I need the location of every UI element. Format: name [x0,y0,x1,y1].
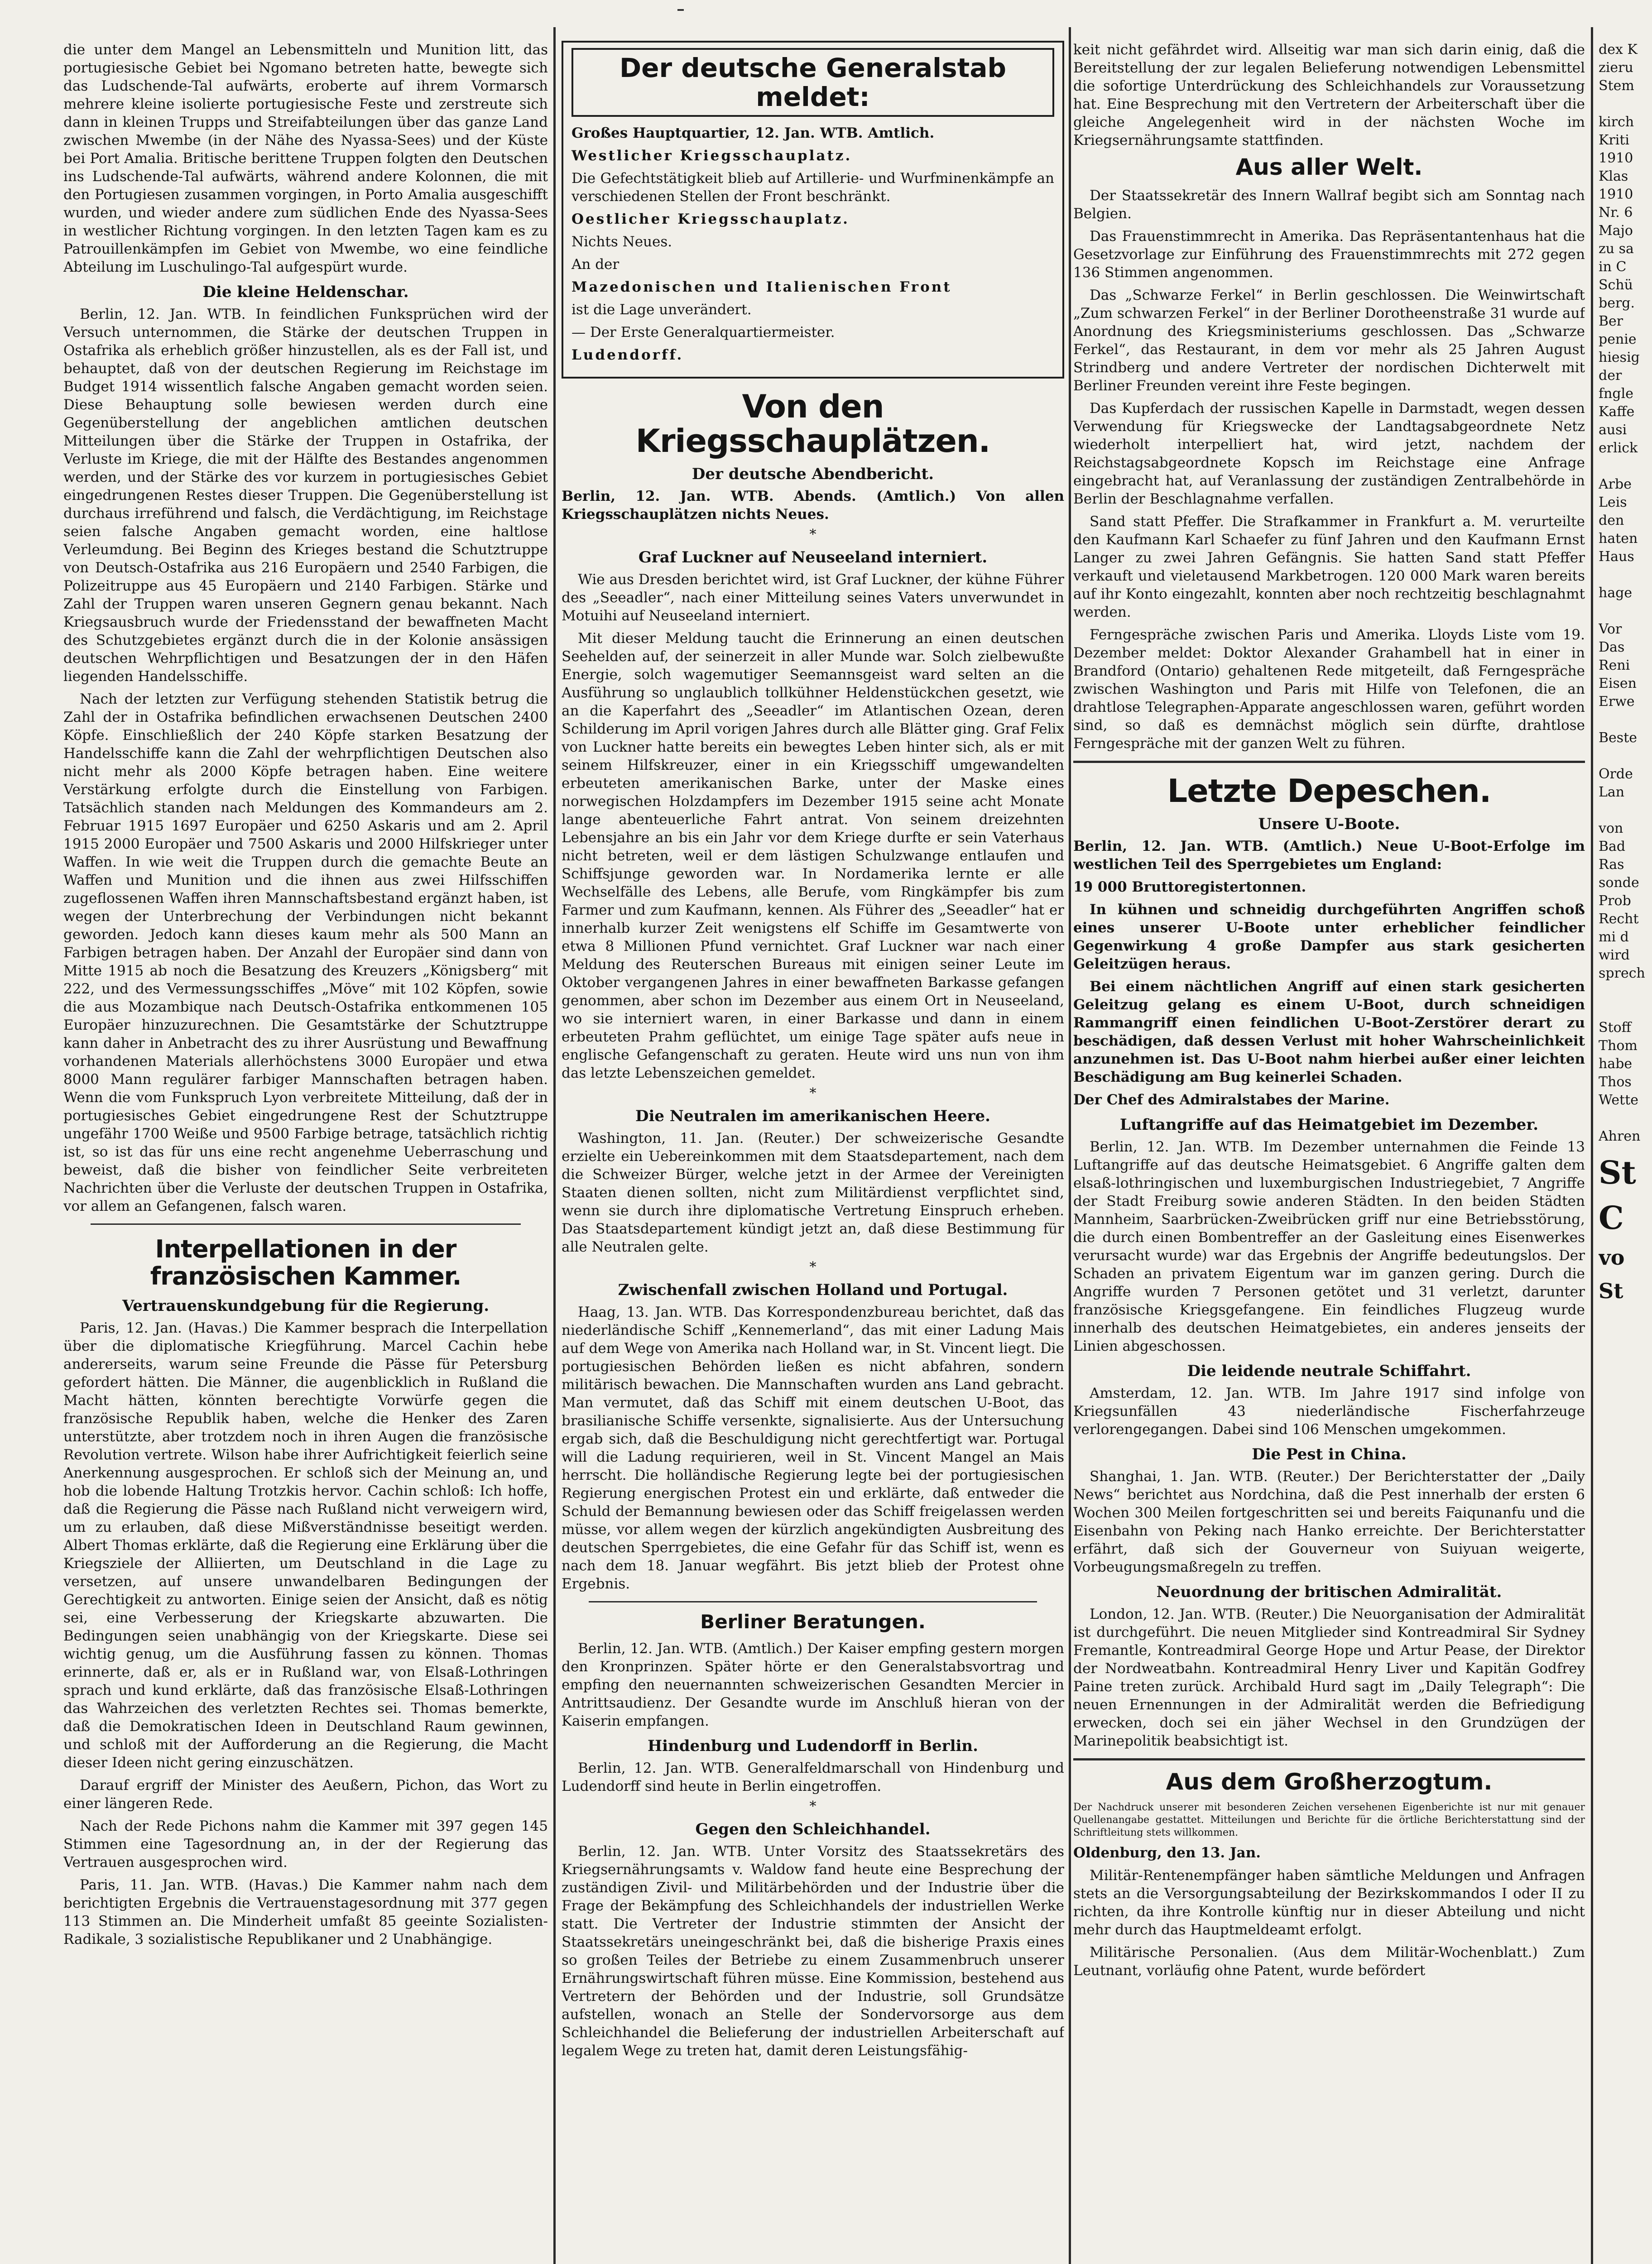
paragraph: Paris, 11. Jan. WTB. (Havas.) Die Kammer nahm nach dem berichtigten Ergebnis die Vertrauenstagesordnung mit 377 gegen 113 Stimmen an. Die Minderheit umfaßt 85 geeinte Sozialisten-Radikale, 3 sozialistische Republikaner und 2 Unabhängige. [63,1877,548,1947]
cropped-line: Lan [1599,784,1625,800]
paragraph: Sand statt Pfeffer. Die Strafkammer in Frankfurt a. M. verurteilte den Kaufmann Karl Schaefer zu fünf Jahren und den Kaufmann Ernst Langer zu zwei Jahren Gefängnis. Sie hatten Sand statt Pfeffer verkauft und vieletausend Markbetrogen. 120 000 Mark waren bereits auf ihr Konto eingezahlt, konnten aber noch rechtzeitig beschlagnahmt werden. [1073,513,1585,620]
cropped-line: Stem [1599,78,1634,94]
box-mac-1: An der [571,256,620,273]
paragraph: In kühnen und schneidig durchgeführten Angriffen schoß eines unserer U-Boote unter erheblicher feindlicher Gegenwirkung 4 große Dampfer aus stark gesicherten Geleitzügen heraus. [1073,902,1585,972]
headline-luckner: Graf Luckner auf Neuseeland interniert. [638,548,988,566]
paragraph: keit nicht gefährdet wird. Allseitig war man sich darin einig, daß die Bereitstellung der zur legalen Belieferung notwendigen Lebensmittel die sofortige Unterdrückung des Schleichhandels zur Voraussetzung hat. Eine Besprechung mit den Vertretern der Arbeiterschaft über die gleiche Angelegenheit wird in der nächsten Woche im Kriegsernährungsamte stattfinden. [1073,42,1585,149]
cropped-line: erlick [1599,440,1638,456]
cropped-line: der [1599,368,1622,384]
box-ost-text: Nichts Neues. [571,234,672,250]
cropped-line: 1910 [1599,150,1633,166]
cropped-line [1599,711,1652,729]
reprint-note: Der Nachdruck unserer mit besonderen Zeichen versehenen Eigenberichte ist nur mit genauer Quellenangabe gestattet. Mitteilungen und Berichte für die örtliche Berichterstattung sind der Schriftleitung stets willkommen. [1073,1802,1585,1838]
paragraph: Der Staatssekretär des Innern Wallraf begibt sich am Sonntag nach Belgien. [1073,187,1585,222]
cropped-line: habe [1599,1056,1633,1072]
paragraph: Berlin, 12. Jan. WTB. Generalfeldmarschall von Hindenburg und Ludendorff sind heute in Berlin eingetroffen. [562,1760,1064,1794]
cropped-line [1599,602,1652,620]
headline-schiffahrt: Die leidende neutrale Schiffahrt. [1187,1362,1471,1380]
column-1 [63,41,548,1953]
cropped-headline-2: C [1599,1199,1624,1237]
cropped-line: Prob [1599,893,1631,909]
headline-pest: Die Pest in China. [1252,1445,1407,1463]
article-ostafrika-intro: die unter dem Mangel an Lebensmitteln und Munition litt, das portugiesische Gebiet bei Ngomano betreten hatte, bewegte sich das Ludschende-Tal aufwärts, eroberte auf ihrem Vormarsch mehrere kleine isolierte portugiesische Feste und zerstreute sich dann in kleinen Trupps und Streifabteilungen über das ganze Land zwischen Mwembe (in der Nähe des Nyassa-Sees) und der Küste bei Port Amalia. Britische berittene Truppen folgten den Deutschen ins Ludschende-Tal aufwärts, während andere Kolonnen, die mit den Portugiesen zusammen vorgingen, in Porto Amalia ausgeschifft wurden, und wieder andere zum südlichen Ende des Nyassa-Sees in westlicher Richtung vorgingen. In den letzten Tagen kam es zu Patrouillenkämpfen im Gebiet von Mwembe, wo eine feindliche Abteilung im Luschulingo-Tal aufgespürt wurde. [63,42,548,275]
headline-schleichhandel: Gegen den Schleichhandel. [695,1820,931,1838]
cropped-line: in C [1599,259,1627,275]
paragraph: Berlin, 12. Jan. WTB. Im Dezember unternahmen die Feinde 13 Luftangriffe auf das deutsche Heimatsgebiet. 6 Angriffe galten dem elsaß-lothringischen und luxemburgischen Industriegebiet, 7 Angriffe der Stadt Freiburg sowie anderen Städten. In den beiden Städten Mannheim, Saarbrücken-Zweibrücken griff nur eine Betriebsstörung, die durch einen Bombentreffer an der Gasleitung eines Eisenwerkes verursacht wurde) war das Ergebnis der Angriffe bedeutungslos. Der Schaden an privatem Eigentum war im ganzen gering. Durch die Angriffe wurden 7 Personen getötet und 31 verletzt, darunter französische Kriegsgefangene. Ein feindliches Flugzeug wurde innerhalb des deutschen Heimatgebietes, ein anderes jenseits der Linien abgeschossen. [1073,1139,1585,1354]
cropped-line: penie [1599,331,1637,347]
box-west-text: Die Gefechtstätigkeit blieb auf Artillerie- und Wurfminenkämpfe an verschiedenen Stellen der Front beschränkt. [571,170,1054,205]
cropped-line: mi d [1599,929,1629,945]
cropped-line: Majo [1599,223,1633,239]
paragraph: Shanghai, 1. Jan. WTB. (Reuter.) Der Berichterstatter der „Daily News“ berichtet aus Nordchina, daß die Pest innerhalb der ersten 6 Wochen 300 Meilen fortgeschritten sei und bereits Faiqunanfu und die Eisenbahn von Peking nach Hanko erreichte. Der Berichterstatter erfährt, daß sich der Gouverneur von Suiyuan weigerte, Vorbeugungsmaßregeln zu treffen. [1073,1468,1585,1575]
headline-neutrale: Die Neutralen im amerikanischen Heere. [635,1107,990,1125]
cropped-line: zu sa [1599,241,1634,257]
box-ost-heading: Oestlicher Kriegsschauplatz. [571,211,850,227]
paragraph: Berlin, 12. Jan. WTB. (Amtlich.) Der Kaiser empfing gestern morgen den Kronprinzen. Später hörte er den Generalstabsvortrag und empfing den neuernannten schweizerischen Gesandten Mercier in Antrittsaudienz. Der Gesandte wurde im Anschluß hieran von der Kaiserin empfangen. [562,1640,1064,1729]
cropped-line: Kriti [1599,132,1629,148]
headline-letzte-depeschen: Letzte Depeschen. [1167,772,1491,810]
cropped-line: Nr. 6 [1599,205,1633,221]
top-dash-mark [677,9,684,11]
separator-star: * [809,1085,816,1101]
cropped-line: den [1599,513,1624,528]
cropped-line: Das [1599,639,1625,655]
cropped-line: ausi [1599,422,1627,438]
cropped-line: Kaffe [1599,404,1635,420]
column-2 [562,41,1064,2064]
divider [91,1223,521,1225]
subheadline-abendbericht: Der deutsche Abendbericht. [692,465,934,483]
dateline-oldenburg: Oldenburg, den 13. Jan. [1073,1845,1261,1861]
column-rule-3 [1591,27,1593,2264]
headline-zwischenfall: Zwischenfall zwischen Holland und Portugal. [618,1281,1008,1299]
cropped-line: zieru [1599,60,1633,76]
cropped-line [1599,747,1652,765]
paragraph: Mit dieser Meldung taucht die Erinnerung an einen deutschen Seehelden auf, der seinerzeit in aller Munde war. Solch zielbewußte Energie, solch wagemutiger Seemannsgeist ward selten an die Ausführung so unglaublich tollkühner Heldenstückchen gesetzt, wie an die Kaperfahrt des „Seeadler“ im Atlantischen Ozean, deren Schilderung im April vorigen Jahres durch alle Blätter ging. Graf Felix von Luckner hatte bereits ein bewegtes Leben hinter sich, als er mit seinem Hilfskreuzer, einer in ein Kriegsschiff umgewandelten erbeuteten amerikanischen Barke, unter der Maske eines norwegischen Holzdampfers im Dezember 1915 seine acht Monate lange abenteuerliche Fahrt antrat. Von seinem dreizehnten Lebensjahre an bis ein Jahr vor dem Kriege durfte er sein Vaterhaus nicht betreten, weil er dem lästigen Schulzwange entlaufen und Schiffsjunge geworden war. In Nordamerika lernte er alle Wechselfälle des Lebens, alle Berufe, vom Ringkämpfer bis zum Farmer und zum Kaufmann, kennen. Als Führer des „Seeadler“ hat er innerhalb kurzer Zeit wenigstens elf Schiffe im Gesamtwerte von etwa 8 Millionen Pfund vernichtet. Graf Luckner war nach einer Meldung des Reuterschen Bureaus mit einigen seiner Leute im Oktober vergangenen Jahres in einer bewaffneten Barkasse gefangen genommen, aber schon im Dezember aus einem Ort in Neuseeland, wo sie interniert waren, in einer Barkasse und dann in einem erbeuteten Prahm geflüchtet, um einige Tage später aufs neue in englische Gefangenschaft zu geraten. Heute wird uns nun von ihm das letzte Lebenszeichen gemeldet. [562,630,1064,1081]
cropped-line [1599,566,1652,584]
cropped-headline-1: St [1599,1154,1636,1191]
cropped-line: Haus [1599,549,1634,565]
paragraph: Haag, 13. Jan. WTB. Das Korrespondenzbureau berichtet, daß das niederländische Schiff „Kennemerland“, das mit einer Ladung Mais auf dem Wege von Amerika nach Holland war, in St. Vincent liegt. Die portugiesischen Behörden ließen es nicht abfahren, sondern militärisch bewachen. Die Mannschaften wurden ans Land gebracht. Man vermutet, daß das Schiff mit einem deutschen U-Boot, das brasilianische Schiffe versenkte, signalisierte. Aus der Untersuchung ergab sich, daß die Beschuldigung nicht gerechtfertigt war. Portugal will die Ladung requirieren, weil in St. Vincent Mangel an Mais herrscht. Die holländische Regierung legte bei der portugiesischen Regierung energischen Protest ein und erklärte, daß entweder die Schuld der Bemannung bewiesen oder das Schiff freigelassen werden müsse, vor allem wegen der kürzlich angekündigten Ausbreitung des deutschen Sperrgebietes, die eine Gefahr für das Schiff ist, wenn es nach dem 18. Januar wegfährt. Bis jetzt blieb der Protest ohne Ergebnis. [562,1304,1064,1592]
separator-star: * [809,1799,816,1814]
cropped-line: Reni [1599,657,1630,673]
headline-aus-aller-welt: Aus aller Welt. [1235,154,1423,180]
paragraph: Amsterdam, 12. Jan. WTB. Im Jahre 1917 sind infolge von Kriegsunfällen 43 niederländische Fischerfahrzeuge verlorengegangen. Dabei sind 106 Menschen umgekommen. [1073,1385,1585,1438]
paragraph: Das „Schwarze Ferkel“ in Berlin geschlossen. Die Weinwirtschaft „Zum schwarzen Ferkel“ in der Berliner Dorotheenstraße 31 wurde auf Anordnung des Kriegsministeriums geschlossen. Das „Schwarze Ferkel“, das Restaurant, in dem vor mehr als 25 Jahren August Strindberg und andere Vertreter der nordischen Dichterwelt mit Berliner Freunden vereint ihre Feste begingen. [1073,287,1585,394]
tonnage: 19 000 Bruttoregistertonnen. [1073,879,1306,895]
box-dateline: Großes Hauptquartier, 12. Jan. WTB. Amtlich. [571,125,935,141]
cropped-line: Ras [1599,857,1624,873]
cropped-line [1599,1001,1652,1019]
cropped-line [1599,983,1652,1001]
cropped-headline-3: vo [1599,1245,1625,1270]
cropped-line: Stoff [1599,1020,1631,1036]
cropped-line: kirch [1599,114,1634,130]
generalstab-box [562,41,1064,379]
paragraph: Berlin, 12. Jan. WTB. (Amtlich.) Neue U-Boot-Erfolge im westlichen Teil des Sperrgebietes um England: [1073,838,1585,873]
cropped-line: Ahren [1599,1128,1641,1144]
box-mac-2: Mazedonischen und Italienischen Front [571,279,952,295]
paragraph: Berlin, 12. Jan. WTB. In feindlichen Funksprüchen wird der Versuch unternommen, die Stärke der deutschen Truppen in Ostafrika als erheblich größer hinzustellen, als es der Fall ist, und behauptet, daß von der deutschen Regierung im Reichstage im Budget 1914 wissentlich falsche Angaben gemacht worden seien. Diese Behauptung solle bewiesen werden durch eine Gegenüberstellung der angeblichen amtlichen deutschen Mitteilungen über die Stärke der Truppen in Ostafrika, der Verluste im Kriege, die mit der Hälfte des Bestandes angenommen werden, und der Stärke des vor kurzem in portugiesisches Gebiet eingedrungenen Restes dieser Truppen. Die Gegenüberstellung ist durchaus irreführend und falsch, die Verdächtigung, im Reichstage seien falsche Angaben gemacht worden, eine haltlose Verleumdung. Bei Beginn des Krieges bestand die Schutztruppe von Deutsch-Ostafrika aus 216 Europäern und 2540 Farbigen, die Polizeitruppe aus 45 Europäern und 2140 Farbigen. Stärke und Zahl der Truppen waren unseren Gegnern genau bekannt. Nach Kriegsausbruch wurde der Friedensstand der bewaffneten Macht des Schutzgebietes ergänzt durch die in der Kolonie ansässigen deutschen Wehrpflichtigen und Besatzungen der in den Häfen liegenden Handelsschiffe. [63,306,548,685]
cropped-line [1599,801,1652,820]
cropped-line: Vor [1599,621,1622,637]
paragraph: Bei einem nächtlichen Angriff auf einen stark gesicherten Geleitzug gelang es einem U-Boot, durch schneidigen Rammangriff einen feindlichen U-Boot-Zerstörer derart zu beschädigen, daß dessen Verlust mit hoher Wahrscheinlichkeit anzunehmen ist. Das U-Boot nahm hierbei außer einer leichten Beschädigung am Bug keinerlei Schaden. [1073,979,1585,1085]
generalstab-title: Der deutsche Generalstab meldet: [571,48,1054,117]
cropped-line: Ber [1599,313,1623,329]
headline-kriegsschauplaetze: Von den Kriegsschauplätzen. [635,388,990,460]
headline-admiralitaet: Neuordnung der britischen Admiralität. [1156,1583,1502,1601]
cropped-line [1599,457,1652,475]
column-4-cropped [1599,41,1652,1303]
cropped-line: Eisen [1599,676,1637,691]
headline-interpellationen: Interpellationen in der französischen Kammer. [150,1235,461,1290]
paragraph: Berlin, 12. Jan. WTB. Unter Vorsitz des Staatssekretärs des Kriegsernährungsamts v. Waldow fand heute eine Besprechung der zuständigen Zivil- und Militärbehörden und der Industrie über die Frage der Bekämpfung des Schleichhandels der industriellen Werke statt. Die Vertreter der Industrie stimmten der Ansicht der Staatssekretärs uneingeschränkt bei, daß die bisherige Praxis eines so großen Teiles der Betriebe zu einem Zusammenbruch unserer Ernährungswirtschaft führen müsse. Eine Kommission, bestehend aus Vertretern der Behörden und der Industrie, soll Grundsätze aufstellen, wonach an Stelle der Sondervorsorge aus dem Schleichhandel die Belieferung der industriellen Arbeiterschaft auf legalem Wege zu treten hat, damit deren Leistungsfähig- [562,1843,1064,2059]
cropped-headline-4: St [1599,1279,1623,1303]
cropped-line: Erwe [1599,694,1635,710]
paragraph: Paris, 12. Jan. (Havas.) Die Kammer besprach die Interpellation über die diplomatische Kriegführung. Marcel Cachin hebe andererseits, warum seine Freunde die Pässe für Petersburg gefordert hätten. Die Männer, die augenblicklich in Rußland die Macht hätten, könnten berechtigte Vorwürfe gegen die französische Republik haben, welche die Henker des Zaren unterstützte, aber trotzdem noch in ihren Augen die französische Revolution vertrete. Wilson habe ihrer Aufrichtigkeit feierlich seine Anerkennung ausgesprochen. Er schloß sich der Meinung an, und hob die lobende Haltung Trotzkis hervor. Cachin schloß: Ich hoffe, daß die Regierung die Pässe nach Rußland nicht verweigern wird, um zu erlauben, daß diese Mißverständnisse beseitigt werden. Albert Thomas erklärte, daß die Regierung eine Erklärung über die Kriegsziele der Alliierten, um Deutschland in die Lage zu versetzen, auf unsere unwandelbaren Bedingungen der Gerechtigkeit zu antworten. Einige seien der Ansicht, daß es nötig sei, eine Verbesserung der Kriegskarte abzuwarten. Die Bedingungen seien unabhängig von der Kriegskarte. Diese sei wichtig genug, um die Ausführung fassen zu können. Thomas erinnerte, daß er, als er in Rußland war, von Elsaß-Lothringen sprach und kund erklärte, daß das französische Elsaß-Lothringen das Wahrzeichen des verletzten Rechtes sei. Thomas bemerkte, daß die Demokratischen Ideen in Deutschland Raum gewinnen, und schloß mit der Aufforderung an die Regierung, die Macht dieser Ideen nicht gering einzuschätzen. [63,1320,548,1771]
divider [1073,761,1585,763]
paragraph: Washington, 11. Jan. (Reuter.) Der schweizerische Gesandte erzielte ein Uebereinkommen mit dem Staatsdepartement, nach dem die Schweizer Bürger, welche jetzt in der Armee der Vereinigten Staaten dienen sollten, nicht zum Militärdienst verpflichtet sind, wenn sie durch ihre diplomatische Vertretung Einspruch erheben. Das Staatsdepartement kündigt jetzt an, daß diese Bestimmung für alle Neutralen gelte. [562,1130,1064,1255]
box-west-heading: Westlicher Kriegsschauplatz. [571,148,852,164]
cropped-line: dex K [1599,42,1638,58]
box-signature-2: Ludendorff. [571,347,684,363]
cropped-line: Beste [1599,730,1638,746]
paragraph: Berlin, 12. Jan. WTB. Abends. (Amtlich.) Von allen Kriegsschauplätzen nichts Neues. [562,488,1064,523]
cropped-line: hiesig [1599,350,1640,365]
paragraph: Das Frauenstimmrecht in Amerika. Das Repräsentantenhaus hat die Gesetzvorlage zur Einführung des Frauenstimmrechts mit 272 gegen 136 Stimmen angenommen. [1073,228,1585,281]
paragraph: Darauf ergriff der Minister des Aeußern, Pichon, das Wort zu einer längeren Rede. [63,1777,548,1812]
cropped-line: Thos [1599,1074,1632,1090]
paragraph: Ferngespräche zwischen Paris und Amerika. Lloyds Liste vom 19. Dezember meldet: Doktor Alexander Grahambell hat in einer in Brandford (Ontario) gehaltenen Rede mitgeteilt, daß Ferngespräche zwischen Washington und Paris mit Hilfe von Telefonen, die an drahtlose Telegraphen-Apparate angeschlossen waren, geführt worden sind, so daß es demnächst möglich sein dürfte, drahtlose Ferngespräche mit der ganzen Welt zu führen. [1073,627,1585,752]
cropped-line: sprech [1599,965,1645,981]
signature-admiralstab: Der Chef des Admiralstabes der Marine. [1073,1092,1390,1108]
separator-star: * [809,527,816,542]
column-rule-1 [553,27,556,2264]
cropped-line: Thom [1599,1038,1638,1054]
box-signature-1: — Der Erste Generalquartiermeister. [571,324,835,341]
headline-luftangriffe: Luftangriffe auf das Heimatgebiet im Dezember. [1119,1116,1539,1134]
cropped-line: haten [1599,531,1638,547]
cropped-line [1599,1109,1652,1127]
cropped-line: Klas [1599,168,1628,184]
cropped-line: fngle [1599,386,1633,402]
cropped-line: sonde [1599,875,1639,891]
headline-grossherzogtum: Aus dem Großherzogtum. [1166,1769,1493,1795]
headline-hindenburg: Hindenburg und Ludendorff in Berlin. [648,1737,978,1755]
cropped-line-fragments [1599,41,1652,1146]
paragraph: Nach der letzten zur Verfügung stehenden Statistik betrug die Zahl der in Ostafrika befindlichen erwachsenen Deutschen 2400 Köpfe. Einschließlich der 240 Köpfe starken Besatzung der Handelsschiffe kann die Zahl der wehrpflichtigen Deutschen also nicht mehr als 2000 Köpfe betragen haben. Eine weitere Verstärkung erfolgte durch die Einstellung von Farbigen. Tatsächlich standen nach Meldungen des Kommandeurs am 2. Februar 1915 1697 Europäer und 6250 Askaris und am 2. April 1915 2000 Europäer und 7500 Askaris und 2000 Hilfskrieger unter Waffen. In wie weit die Truppen durch die gemachte Beute an Waffen und Munition und die ihnen aus zwei Hilfsschiffen zugeflossenen Waffen ihren Mannschaftsbestand ergänzt haben, ist wegen der Unterbrechung der Verbindungen nicht bekannt geworden. Jedoch kann dieses kaum mehr als 500 Mann an Farbigen betragen haben. Der Anzahl der Europäer sind dann von Mitte 1915 ab noch die Besatzung des Kreuzers „Königsberg“ mit 222, und des Vermessungsschiffes „Möve“ mit 102 Köpfen, sowie die aus Mozambique nach Deutsch-Ostafrika entkommenen 105 Europäer hinzuzurechnen. Die Gesamtstärke der Schutztruppe kann daher in Anbetracht des zu ihrer Ausrüstung und Bewaffnung vorhandenen Materials allerhöchstens 3000 Europäer und etwa 8000 Mann regulärer farbiger Mannschaften betragen haben. Wenn die vom Funkspruch Lyon verbreitete Mitteilung, daß der in portugiesisches Gebiet eingedrungene Rest der Schutztruppe ungefähr 1700 Weiße und 9500 Farbige betrage, tatsächlich richtig ist, so ist das für uns eine recht angenehme Ueberraschung und beweist, daß die bisher von feindlicher Seite verbreiteten Nachrichten über die Verluste der deutschen Truppen in Ostafrika, vor allem an Gefangenen, falsch waren. [63,691,548,1214]
paragraph: Militärische Personalien. (Aus dem Militär-Wochenblatt.) Zum Leutnant, vorläufig ohne Patent, wurde befördert [1073,1944,1585,1979]
column-3 [1073,41,1585,1984]
cropped-line: Leis [1599,494,1627,510]
cropped-line: wird [1599,947,1630,963]
cropped-line: Bad [1599,839,1626,854]
cropped-line: Recht [1599,911,1639,927]
subheadline-u-boote: Unsere U-Boote. [1258,815,1400,833]
column-rule-2 [1069,27,1071,2264]
separator-star: * [809,1259,816,1275]
headline-heldenschar: Die kleine Heldenschar. [202,283,409,301]
subheadline-vertrauen: Vertrauenskundgebung für die Regierung. [122,1297,490,1315]
cropped-line: 1910 [1599,187,1633,202]
headline-berliner-beratungen: Berliner Beratungen. [700,1611,926,1633]
cropped-line: hage [1599,585,1633,601]
divider [1073,1758,1585,1760]
paragraph: Nach der Rede Pichons nahm die Kammer mit 397 gegen 145 Stimmen eine Tagesordnung an, in der der Regierung das Vertrauen ausgesprochen wird. [63,1818,548,1871]
paragraph: Wie aus Dresden berichtet wird, ist Graf Luckner, der kühne Führer des „Seeadler“, nach einer Mitteilung seines Vaters unverwundet in Motuihi auf Neuseeland interniert. [562,571,1064,624]
paragraph: Militär-Rentenempfänger haben sämtliche Meldungen und Anfragen stets an die Versorgungsabteilung der Bezirkskommandos I oder II zu richten, da ihre Kontrolle künftig nur in dieser Abteilung und nicht mehr durch das Hauptmeldeamt erfolgt. [1073,1867,1585,1938]
cropped-line: von [1599,820,1623,836]
paragraph: Das Kupferdach der russischen Kapelle in Darmstadt, wegen dessen Verwendung für Kriegswecke der Landtagsabgeordnete Netz wiederholt interpelliert hat, wird jetzt, nachdem der Reichstagsabgeordnete Kopsch im Reichstage eine Anfrage eingebracht hat, auf Veranlassung der zuständigen Zentralbehörde in Berlin der Beschlagnahme verfallen. [1073,400,1585,507]
cropped-line: Wette [1599,1092,1639,1108]
cropped-line: Schü [1599,277,1633,293]
paragraph: London, 12. Jan. WTB. (Reuter.) Die Neuorganisation der Admiralität ist durchgeführt. Die neuen Mitglieder sind Kontreadmiral Sir Sydney Fremantle, Kontreadmiral George Hope und Artur Pease, der Direktor der Nordweatbahn. Kontreadmiral Henry Liver und Kapitän Godfrey Paine treten zurück. Archibald Hurd sagt im „Daily Telegraph“: Die neuen Ernennungen in der Admiralität werden die Befriedigung erwecken, doch sei ein jäher Wechsel in den Grundzügen der Marinepolitik beabsichtigt ist. [1073,1606,1585,1749]
cropped-line [1599,95,1652,113]
cropped-line: berg. [1599,295,1635,311]
divider [589,1601,1037,1602]
cropped-line: Orde [1599,766,1633,782]
cropped-line: Arbe [1599,476,1632,492]
box-mac-3: ist die Lage unverändert. [571,302,752,318]
